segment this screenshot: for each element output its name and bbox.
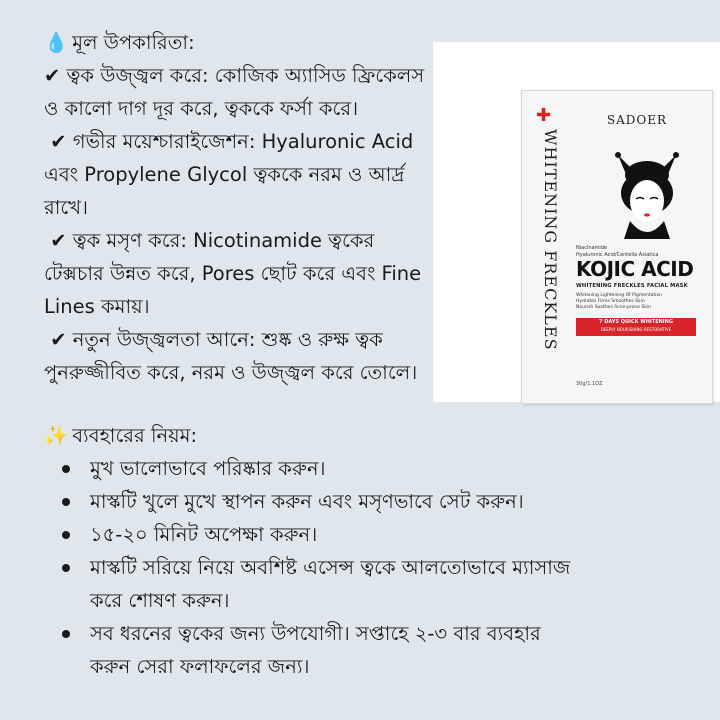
net-weight: 30g/1.1OZ	[576, 381, 603, 387]
product-image	[433, 42, 720, 402]
benefits-heading: মূল উপকারিতা:	[72, 31, 195, 54]
list-item: মুখ ভালোভাবে পরিষ্কার করুন।	[44, 452, 694, 485]
benefit-line: রাখে।	[44, 196, 88, 219]
usage-heading: ব্যবহারের নিয়ম:	[72, 424, 198, 447]
benefit-line: গভীর ময়েশ্চারাইজেশন: Hyaluronic Acid	[72, 130, 414, 153]
geisha-face-icon	[604, 149, 690, 241]
benefit-line: পুনরুজ্জীবিত করে, নরম ও উজ্জ্বল করে তোলে।	[44, 361, 418, 384]
vertical-product-text: WHITENING FRECKLES	[541, 129, 560, 351]
benefit-line: Lines কমায়।	[44, 295, 150, 318]
red-band: 7 DAYS QUICK WHITENING DEEPLY NOURISHING RESTORATIVE	[576, 318, 696, 336]
benefit-line: নতুন উজ্জ্বলতা আনে: শুষ্ক ও রুক্ষ ত্বক	[72, 328, 383, 351]
checkmark-icon: ✔	[50, 130, 67, 153]
pack-benefits: Whitening Lightening Of Pigmentation Hydrates Firms Smoothes Skin Nourish Soothes Acne-prone Skin	[576, 293, 662, 310]
usage-steps	[44, 452, 694, 683]
checkmark-icon: ✔	[44, 64, 61, 87]
list-item: মাস্কটি সরিয়ে নিয়ে অবশিষ্ট এসেন্স ত্বকে আলতোভাবে ম্যাসাজ করে শোষণ করুন।	[44, 551, 694, 617]
list-item: মাস্কটি খুলে মুখে স্থাপন করুন এবং মসৃণভাবে সেট করুন।	[44, 485, 694, 518]
red-cross-icon: ✚	[536, 105, 552, 126]
list-item: ১৫-২০ মিনিট অপেক্ষা করুন।	[44, 518, 694, 551]
benefit-line: ও কালো দাগ দূর করে, ত্বককে ফর্সা করে।	[44, 97, 359, 120]
mask-package	[521, 90, 713, 404]
checkmark-icon: ✔	[50, 229, 67, 252]
sparkles-icon: ✨	[44, 424, 69, 447]
usage-heading-row	[44, 419, 694, 452]
checkmark-icon: ✔	[50, 328, 67, 351]
benefit-line: ত্বক উজ্জ্বল করে: কোজিক অ্যাসিড ফ্রিকেলস	[66, 64, 425, 87]
product-name: KOJIC ACID	[576, 257, 694, 281]
water-drop-icon: 💧	[44, 31, 69, 54]
product-subtitle: WHITENING FRECKLES FACIAL MASK	[576, 283, 688, 289]
brand-logo: SADOER	[606, 113, 668, 127]
list-item: সব ধরনের ত্বকের জন্য উপযোগী। সপ্তাহে ২-৩ বার ব্যবহার করুন সেরা ফলাফলের জন্য।	[44, 617, 694, 683]
benefit-line: এবং Propylene Glycol ত্বককে নরম ও আর্দ্র	[44, 163, 405, 186]
ingredients-text: Niacinamide Hyaluronic Acid/Centella Asiatica	[576, 245, 659, 258]
benefit-line: টেক্সচার উন্নত করে, Pores ছোট করে এবং Fine	[44, 262, 422, 285]
benefit-line: ত্বক মসৃণ করে: Nicotinamide ত্বকের	[72, 229, 375, 252]
